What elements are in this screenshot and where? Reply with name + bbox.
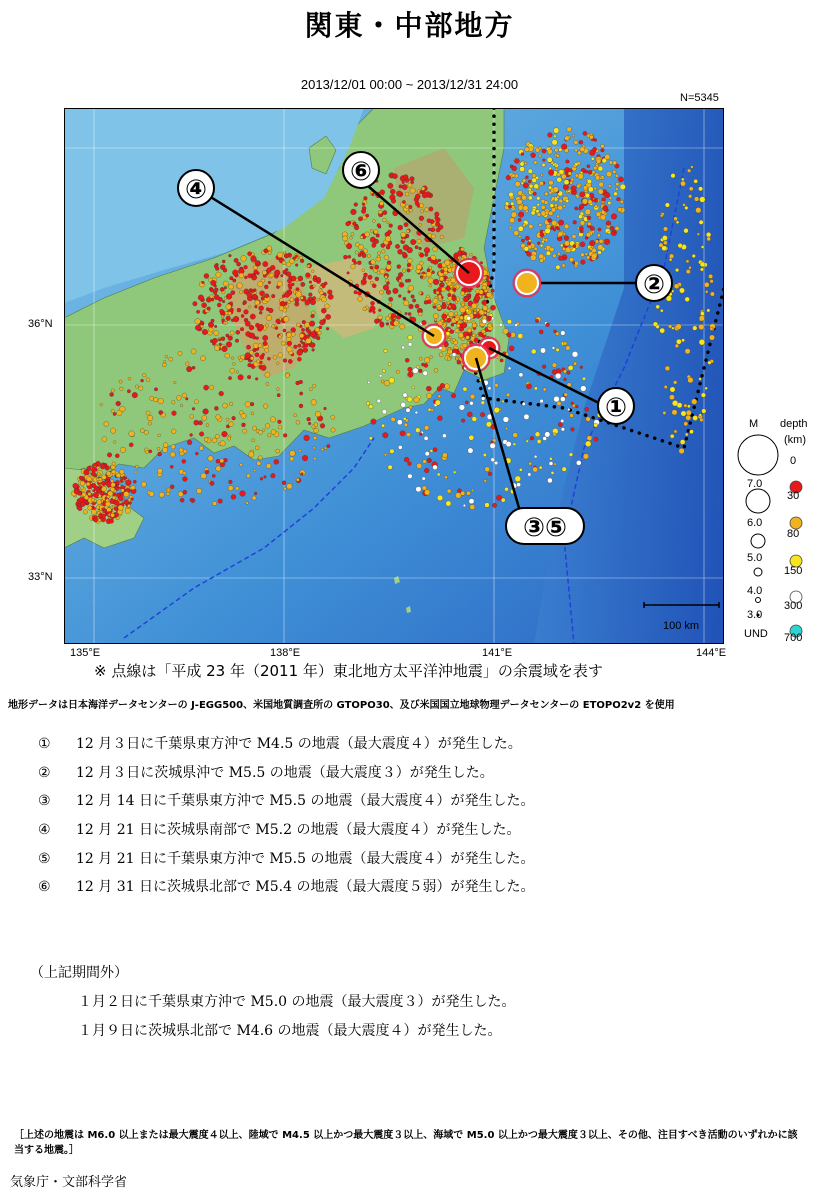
lon-label-144: 144°E [696,647,727,659]
legend-depth-700: 700 [784,632,803,644]
legend-m-7: 7.0 [747,478,763,490]
lon-label-138: 138°E [270,647,301,659]
event-number: ① [38,736,51,752]
event-item-2 [38,762,494,782]
legend-m-3: 3.0 [747,609,763,621]
callout-3-5-label: ③⑤ [522,513,568,543]
event-item-3 [38,790,534,810]
lon-label-141: 141°E [482,647,513,659]
page-title: 関東・中部地方 [304,9,515,42]
legend-depth-title: depth [780,418,808,430]
legend-depth-unit: (km) [784,434,806,446]
event-text: 12 月 31 日に茨城県北部で M5.4 の地震（最大震度５弱）が発生した。 [76,879,535,895]
event-item-1 [38,733,522,753]
event-text: 12 月３日に千葉県東方沖で M4.5 の地震（最大震度４）が発生した。 [76,736,522,752]
event-number: ⑤ [38,851,51,867]
event-text: 12 月 21 日に茨城県南部で M5.2 の地震（最大震度４）が発生した。 [76,822,521,838]
event-item-4 [38,819,520,839]
callout-6-label: ⑥ [349,157,373,187]
event-item-5 [38,848,534,868]
event-count: N=5345 [680,92,719,104]
event-number: ④ [38,822,51,838]
outside-event-2: １月９日に茨城県北部で M4.6 の地震（最大震度４）が発生した。 [78,1023,502,1039]
seismicity-map [64,108,724,644]
lon-label-135: 135°E [70,647,101,659]
legend-depth-0: 0 [790,455,797,467]
outside-period-heading: （上記期間外） [30,965,128,981]
terrain-data-credit: 地形データは日本海洋データセンターの J-EGG500、米国地質調査所の GTOPO30、及び米国国立地球物理データセンターの ETOPO2v2 を使用 [8,700,675,711]
legend-magnitude-title: M [749,418,759,430]
legend-depth-150: 150 [784,565,803,577]
event-text: 12 月 21 日に千葉県東方沖で M5.5 の地震（最大震度４）が発生した。 [76,851,535,867]
legend-m-4: 4.0 [747,585,763,597]
legend-m-6: 6.0 [747,517,763,529]
legend-depth-30: 30 [787,490,800,502]
event-text: 12 月 14 日に千葉県東方沖で M5.5 の地震（最大震度４）が発生した。 [76,793,535,809]
agency-name: 気象庁・文部科学省 [10,1175,128,1190]
legend-symbols [728,430,819,645]
legend-depth-300: 300 [784,600,803,612]
event-number: ③ [38,793,51,809]
callout-1-label: ① [604,393,628,423]
event-item-6 [38,876,534,896]
legend-m-und: UND [744,628,768,640]
lat-label-33: 33°N [28,571,53,583]
svg-text:100 km: 100 km [662,620,700,632]
event-text: 12 月３日に茨城県沖で M5.5 の地震（最大震度３）が発生した。 [76,765,494,781]
period-label: 2013/12/01 00:00 ~ 2013/12/31 24:00 [300,77,519,92]
legend-m-5: 5.0 [747,552,763,564]
event-number: ② [38,765,51,781]
dotted-line-note: ※ 点線は「平成 23 年（2011 年）東北地方太平洋沖地震」の余震域を表す [94,662,603,680]
callout-2-label: ② [642,270,666,300]
lat-label-36: 36°N [28,318,53,330]
criteria-footnote: ［上述の地震は M6.0 以上または最大震度４以上、陸域で M4.5 以上かつ最大震度３以上、海域で M5.0 以上かつ最大震度３以上、その他、注目すべき活動のいずれかに該当する地震。］ [14,1130,798,1156]
event-2-marker [516,272,538,294]
event-number: ⑥ [38,879,51,895]
legend-depth-80: 80 [787,528,800,540]
callout-4-label: ④ [184,175,208,205]
outside-event-1: １月２日に千葉県東方沖で M5.0 の地震（最大震度３）が発生した。 [78,994,516,1010]
